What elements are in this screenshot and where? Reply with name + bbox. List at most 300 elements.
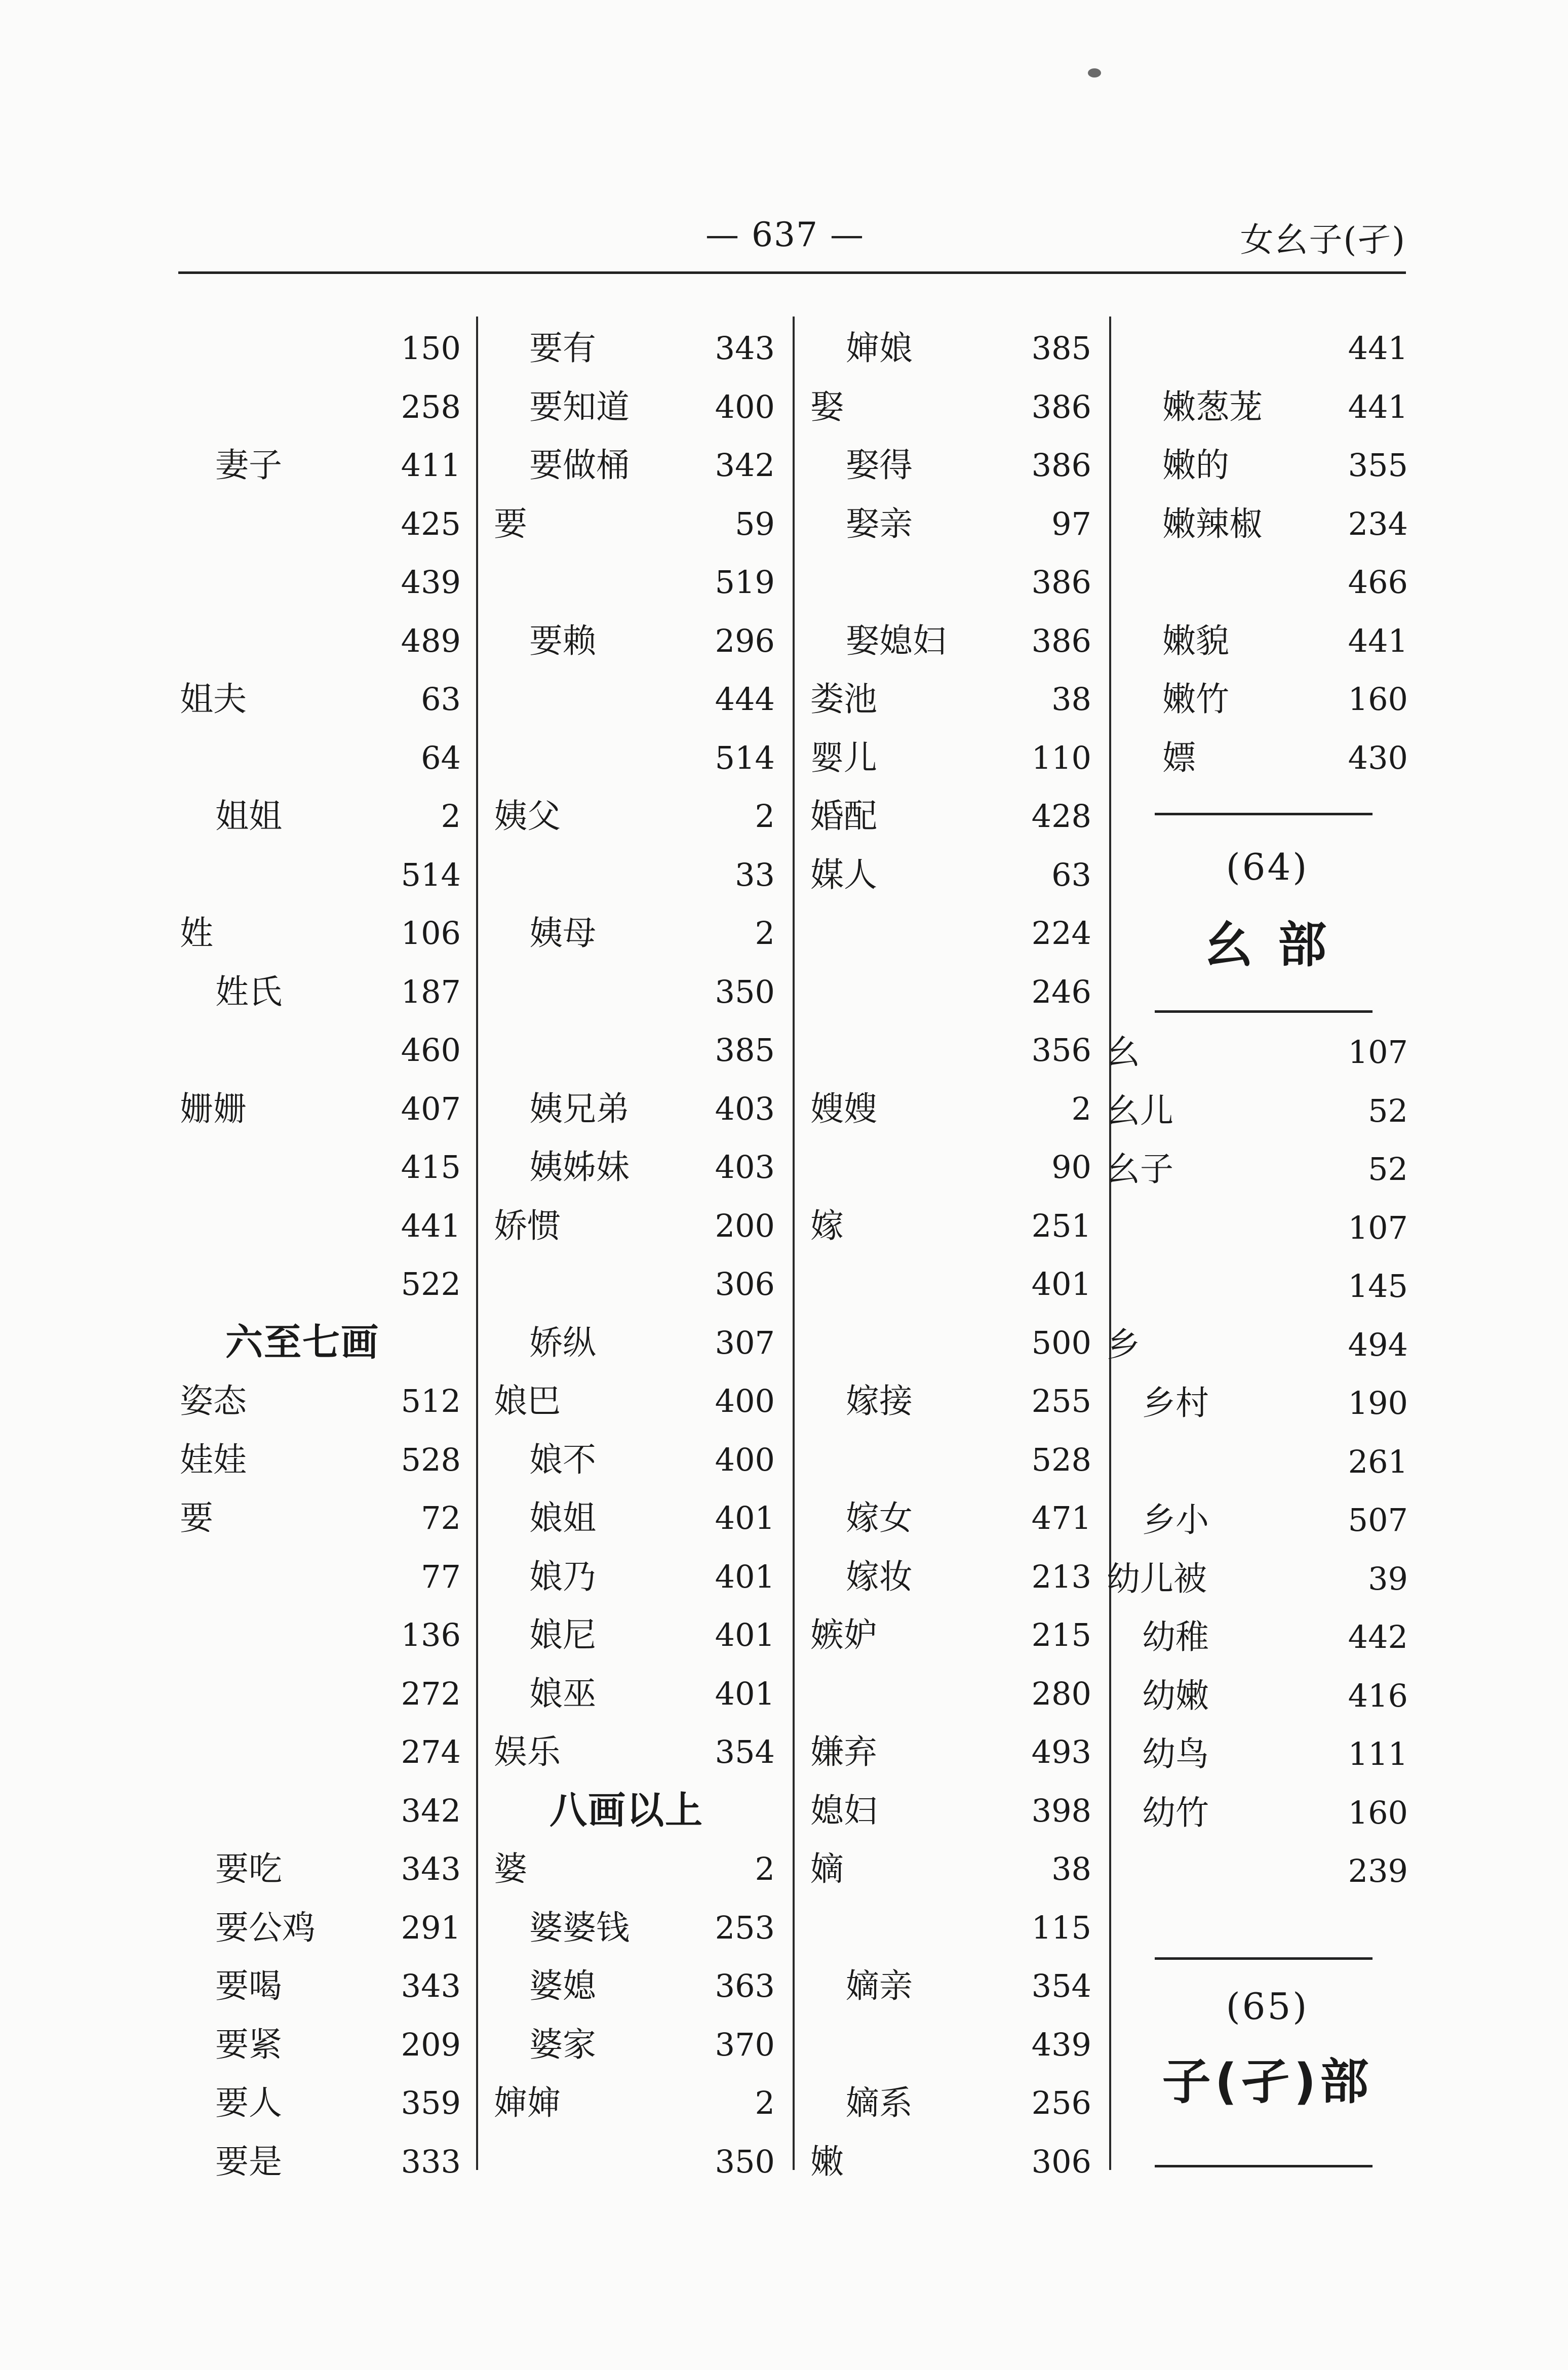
entry-term: 嫂嫂 <box>810 1089 877 1128</box>
index-entry <box>1107 1316 1408 1374</box>
entry-term: 姨姊妹 <box>529 1148 630 1187</box>
index-entry <box>494 2016 775 2074</box>
entry-page-number: 2 <box>1071 1090 1091 1127</box>
entry-page-number: 150 <box>401 330 461 367</box>
index-entry <box>494 963 775 1021</box>
index-entry <box>810 1665 1091 1723</box>
entry-term: 娇惯 <box>494 1206 561 1245</box>
entry-page-number: 411 <box>401 447 461 484</box>
index-entry <box>810 1431 1091 1489</box>
entry-page-number: 519 <box>715 564 775 601</box>
subsection-heading-label: 六至七画 <box>225 1320 379 1364</box>
entry-page-number: 401 <box>715 1499 775 1536</box>
entry-term: 嫩的 <box>1162 446 1229 485</box>
entry-term: 嫩 <box>810 2142 844 2181</box>
entry-term: 婴儿 <box>810 738 877 777</box>
index-entry <box>810 1489 1091 1548</box>
entry-page-number: 280 <box>1031 1675 1091 1712</box>
entry-page-number: 342 <box>401 1792 461 1829</box>
index-entry <box>810 1606 1091 1665</box>
index-entry <box>810 1782 1091 1840</box>
entry-term: 要是 <box>215 2142 282 2181</box>
index-entry <box>180 1840 461 1899</box>
entry-page-number: 403 <box>715 1090 775 1127</box>
entry-page-number: 400 <box>715 1382 775 1419</box>
entry-page-number: 246 <box>1031 973 1091 1010</box>
index-entry <box>1127 378 1408 437</box>
entry-page-number: 190 <box>1348 1385 1408 1421</box>
entry-page-number: 528 <box>1031 1441 1091 1478</box>
index-entry <box>180 1606 461 1665</box>
entry-page-number: 239 <box>1348 1852 1408 1889</box>
running-head: 女幺子(孑) <box>1240 220 1406 259</box>
entry-page-number: 489 <box>401 622 461 659</box>
entry-page-number: 441 <box>1348 622 1408 659</box>
index-entry <box>180 846 461 904</box>
entry-term: 乡 <box>1107 1325 1140 1364</box>
index-entry <box>810 1080 1091 1138</box>
page-number: — 637 — <box>705 215 865 254</box>
index-entry <box>810 1723 1091 1782</box>
index-entry <box>180 904 461 963</box>
entry-page-number: 385 <box>1031 330 1091 367</box>
index-entry <box>1107 1374 1408 1433</box>
entry-term: 嫉妒 <box>810 1615 877 1654</box>
index-entry <box>180 436 461 495</box>
entry-term: 婶娘 <box>846 329 913 368</box>
entry-page-number: 38 <box>1051 681 1091 718</box>
entry-page-number: 77 <box>421 1558 461 1595</box>
entry-term: 娄池 <box>810 680 877 719</box>
index-entry <box>810 2132 1091 2191</box>
entry-term: 姓氏 <box>215 972 282 1011</box>
entry-term: 幺儿 <box>1107 1091 1173 1130</box>
section-rule <box>1155 1957 1373 1960</box>
index-column-3 <box>810 319 1091 2191</box>
index-entry <box>180 1489 461 1548</box>
index-column-1 <box>180 319 461 2191</box>
index-entry <box>1127 495 1408 554</box>
index-entry <box>1107 1257 1408 1316</box>
index-entry <box>1107 1725 1408 1784</box>
entry-page-number: 386 <box>1031 564 1091 601</box>
entry-term: 幺子 <box>1107 1150 1173 1189</box>
entry-page-number: 107 <box>1348 1034 1408 1071</box>
entry-page-number: 442 <box>1348 1618 1408 1655</box>
entry-page-number: 356 <box>1031 1032 1091 1069</box>
entry-term: 乡村 <box>1142 1384 1209 1423</box>
entry-page-number: 258 <box>401 388 461 425</box>
entry-page-number: 354 <box>715 1733 775 1770</box>
entry-page-number: 359 <box>401 2084 461 2121</box>
section-number: (65) <box>1226 1985 1309 2028</box>
entry-page-number: 398 <box>1031 1792 1091 1829</box>
entry-term: 要做桶 <box>529 446 630 485</box>
entry-page-number: 306 <box>715 1266 775 1302</box>
index-entry <box>810 670 1091 729</box>
entry-page-number: 106 <box>401 915 461 952</box>
entry-page-number: 522 <box>401 1266 461 1302</box>
entry-term: 姨母 <box>529 914 596 953</box>
entry-page-number: 528 <box>401 1441 461 1478</box>
entry-term: 幼竹 <box>1142 1793 1209 1832</box>
entry-term: 要知道 <box>529 387 630 426</box>
entry-page-number: 90 <box>1051 1149 1091 1186</box>
entry-term: 婆 <box>494 1849 527 1888</box>
entry-page-number: 493 <box>1031 1733 1091 1770</box>
index-entry <box>494 846 775 904</box>
entry-term: 婶婶 <box>494 2083 561 2122</box>
entry-page-number: 460 <box>401 1032 461 1069</box>
column-divider <box>476 317 478 2170</box>
index-entry <box>1127 436 1408 495</box>
entry-page-number: 333 <box>401 2143 461 2180</box>
entry-page-number: 507 <box>1348 1502 1408 1538</box>
entry-term: 嫡亲 <box>846 1966 913 2005</box>
entry-page-number: 439 <box>1031 2026 1091 2063</box>
index-entry <box>180 1080 461 1138</box>
index-entry <box>494 1197 775 1255</box>
entry-page-number: 400 <box>715 388 775 425</box>
entry-term: 姓 <box>180 914 213 953</box>
index-entry <box>180 378 461 437</box>
entry-term: 乡小 <box>1142 1500 1209 1539</box>
entry-page-number: 416 <box>1348 1677 1408 1714</box>
index-entry <box>1127 553 1408 612</box>
entry-term: 嫖 <box>1162 738 1196 777</box>
entry-page-number: 401 <box>715 1675 775 1712</box>
entry-term: 婆家 <box>529 2025 596 2064</box>
index-entry <box>180 1372 461 1431</box>
entry-page-number: 33 <box>735 856 775 893</box>
index-entry <box>180 1665 461 1723</box>
index-entry <box>1127 319 1408 378</box>
entry-page-number: 72 <box>421 1499 461 1536</box>
entry-page-number: 255 <box>1031 1382 1091 1419</box>
entry-page-number: 415 <box>401 1149 461 1186</box>
entry-term: 要 <box>180 1498 213 1537</box>
entry-term: 婚配 <box>810 797 877 836</box>
entry-term: 嫁妆 <box>846 1557 913 1596</box>
entry-page-number: 251 <box>1031 1207 1091 1244</box>
entry-page-number: 256 <box>1031 2084 1091 2121</box>
entry-term: 幺 <box>1107 1033 1140 1072</box>
entry-page-number: 370 <box>715 2026 775 2063</box>
index-entry <box>810 1548 1091 1606</box>
entry-page-number: 2 <box>755 798 775 835</box>
index-entry <box>810 1138 1091 1197</box>
entry-page-number: 2 <box>755 2084 775 2121</box>
entry-term: 婆婆钱 <box>529 1908 630 1947</box>
entry-page-number: 401 <box>715 1616 775 1653</box>
index-entry <box>494 1899 775 1957</box>
entry-term: 要赖 <box>529 621 596 660</box>
index-entry <box>1107 1608 1408 1667</box>
index-entry <box>494 1314 775 1372</box>
entry-term: 娘巫 <box>529 1674 596 1713</box>
index-entry <box>494 787 775 846</box>
entry-term: 幼嫩 <box>1142 1676 1209 1715</box>
entry-page-number: 2 <box>755 1850 775 1887</box>
index-entry <box>810 319 1091 378</box>
index-entry <box>1107 1491 1408 1550</box>
entry-page-number: 512 <box>401 1382 461 1419</box>
entry-term: 幼鸟 <box>1142 1734 1209 1773</box>
index-entry <box>494 1548 775 1606</box>
entry-term: 要紧 <box>215 2025 282 2064</box>
index-entry <box>180 1723 461 1782</box>
entry-page-number: 215 <box>1031 1616 1091 1653</box>
entry-page-number: 425 <box>401 505 461 542</box>
entry-page-number: 355 <box>1348 447 1408 484</box>
entry-term: 婆媳 <box>529 1966 596 2005</box>
entry-term: 姿态 <box>180 1381 247 1420</box>
index-entry <box>810 729 1091 787</box>
entry-page-number: 444 <box>715 681 775 718</box>
entry-page-number: 306 <box>1031 2143 1091 2180</box>
index-entry <box>180 670 461 729</box>
index-entry <box>1107 1023 1408 1082</box>
index-entry <box>180 1138 461 1197</box>
index-entry <box>180 1957 461 2016</box>
index-entry <box>180 1548 461 1606</box>
entry-term: 姨父 <box>494 797 561 836</box>
entry-term: 娘乃 <box>529 1557 596 1596</box>
entry-page-number: 494 <box>1348 1326 1408 1363</box>
index-entry <box>810 1840 1091 1899</box>
entry-term: 媒人 <box>810 855 877 894</box>
entry-term: 姐夫 <box>180 680 247 719</box>
entry-page-number: 145 <box>1348 1268 1408 1305</box>
index-entry <box>1127 670 1408 729</box>
index-entry <box>1107 1433 1408 1491</box>
entry-page-number: 514 <box>715 739 775 776</box>
index-entry <box>494 1021 775 1080</box>
entry-page-number: 407 <box>401 1090 461 1127</box>
entry-page-number: 291 <box>401 1909 461 1946</box>
index-entry <box>810 2016 1091 2074</box>
entry-page-number: 136 <box>401 1616 461 1653</box>
entry-page-number: 342 <box>715 447 775 484</box>
entry-term: 娘巴 <box>494 1381 561 1420</box>
index-entry <box>810 612 1091 670</box>
index-entry <box>180 1899 461 1957</box>
section-rule <box>1155 1010 1373 1013</box>
entry-term: 媳妇 <box>810 1791 877 1830</box>
entry-term: 娶亲 <box>846 504 913 543</box>
entry-term: 娘尼 <box>529 1615 596 1654</box>
entry-page-number: 52 <box>1368 1092 1408 1129</box>
index-entry <box>180 612 461 670</box>
entry-page-number: 307 <box>715 1324 775 1361</box>
entry-page-number: 350 <box>715 2143 775 2180</box>
index-entry <box>494 1723 775 1782</box>
index-entry <box>180 2132 461 2191</box>
entry-page-number: 110 <box>1031 739 1091 776</box>
index-entry <box>1107 1842 1408 1901</box>
index-entry <box>810 846 1091 904</box>
index-entry <box>494 1372 775 1431</box>
section-title: 子(孑)部 <box>1162 2053 1373 2110</box>
index-entry <box>494 1840 775 1899</box>
subsection-heading-label: 八画以上 <box>550 1788 703 1832</box>
entry-term: 要公鸡 <box>215 1908 316 1947</box>
index-entry <box>1127 612 1408 670</box>
entry-term: 嫁接 <box>846 1381 913 1420</box>
index-entry <box>494 1606 775 1665</box>
entry-page-number: 354 <box>1031 1967 1091 2004</box>
index-entry <box>180 1782 461 1840</box>
entry-term: 嫩貌 <box>1162 621 1229 660</box>
index-entry <box>494 553 775 612</box>
index-entry <box>810 2074 1091 2132</box>
entry-page-number: 160 <box>1348 681 1408 718</box>
entry-term: 要人 <box>215 2083 282 2122</box>
subsection-heading <box>494 1782 775 1840</box>
entry-page-number: 441 <box>1348 330 1408 367</box>
index-entry <box>494 1489 775 1548</box>
entry-page-number: 401 <box>715 1558 775 1595</box>
index-entry <box>180 1255 461 1314</box>
section-title: 幺 部 <box>1204 917 1331 973</box>
entry-term: 要有 <box>529 329 596 368</box>
entry-page-number: 63 <box>1051 856 1091 893</box>
entry-page-number: 111 <box>1348 1735 1408 1772</box>
index-entry <box>810 963 1091 1021</box>
entry-term: 嫁女 <box>846 1498 913 1537</box>
index-entry <box>494 612 775 670</box>
index-entry <box>810 787 1091 846</box>
index-entry <box>494 1665 775 1723</box>
entry-page-number: 38 <box>1051 1850 1091 1887</box>
entry-page-number: 63 <box>421 681 461 718</box>
subsection-heading <box>180 1314 461 1372</box>
index-entry <box>1107 1082 1408 1140</box>
entry-page-number: 187 <box>401 973 461 1010</box>
entry-page-number: 466 <box>1348 564 1408 601</box>
entry-term: 嫩葱茏 <box>1162 387 1263 426</box>
entry-page-number: 441 <box>401 1207 461 1244</box>
entry-page-number: 160 <box>1348 1794 1408 1831</box>
entry-page-number: 363 <box>715 1967 775 2004</box>
index-entry <box>810 553 1091 612</box>
entry-page-number: 200 <box>715 1207 775 1244</box>
index-entry <box>180 2074 461 2132</box>
entry-page-number: 441 <box>1348 388 1408 425</box>
index-entry <box>810 1021 1091 1080</box>
index-entry <box>494 2074 775 2132</box>
entry-term: 嫌弃 <box>810 1732 877 1771</box>
index-entry <box>180 963 461 1021</box>
entry-term: 娘姐 <box>529 1498 596 1537</box>
entry-term: 嫩竹 <box>1162 680 1229 719</box>
entry-page-number: 343 <box>401 1850 461 1887</box>
entry-term: 嫡系 <box>846 2083 913 2122</box>
entry-page-number: 97 <box>1051 505 1091 542</box>
index-entry <box>494 2132 775 2191</box>
section-rule <box>1155 2165 1373 2167</box>
column-divider <box>793 317 795 2170</box>
entry-page-number: 439 <box>401 564 461 601</box>
entry-term: 姐姐 <box>215 797 282 836</box>
entry-page-number: 2 <box>755 915 775 952</box>
entry-term: 娶得 <box>846 446 913 485</box>
entry-page-number: 296 <box>715 622 775 659</box>
index-entry <box>494 904 775 963</box>
index-column-2 <box>494 319 775 2191</box>
entry-page-number: 428 <box>1031 798 1091 835</box>
entry-term: 娶媳妇 <box>846 621 946 660</box>
index-entry <box>494 670 775 729</box>
index-entry <box>810 1314 1091 1372</box>
entry-page-number: 401 <box>1031 1266 1091 1302</box>
entry-term: 要吃 <box>215 1849 282 1888</box>
index-entry <box>810 1957 1091 2016</box>
index-entry <box>1127 729 1408 787</box>
index-entry <box>810 904 1091 963</box>
index-entry <box>180 729 461 787</box>
entry-page-number: 500 <box>1031 1324 1091 1361</box>
index-entry <box>494 1431 775 1489</box>
entry-page-number: 471 <box>1031 1499 1091 1536</box>
entry-term: 妻子 <box>215 446 282 485</box>
entry-page-number: 400 <box>715 1441 775 1478</box>
index-entry <box>180 319 461 378</box>
index-entry <box>810 1255 1091 1314</box>
column-4-entries-b <box>1107 1023 1408 1901</box>
index-entry <box>810 436 1091 495</box>
index-entry <box>180 1431 461 1489</box>
entry-page-number: 403 <box>715 1149 775 1186</box>
entry-page-number: 59 <box>735 505 775 542</box>
entry-term: 要 <box>494 504 527 543</box>
entry-page-number: 224 <box>1031 915 1091 952</box>
entry-page-number: 272 <box>401 1675 461 1712</box>
index-entry <box>180 495 461 554</box>
index-entry <box>1107 1199 1408 1257</box>
entry-page-number: 350 <box>715 973 775 1010</box>
index-entry <box>1107 1667 1408 1725</box>
entry-page-number: 234 <box>1348 505 1408 542</box>
index-entry <box>1107 1784 1408 1842</box>
index-entry <box>180 1197 461 1255</box>
entry-page-number: 343 <box>401 1967 461 2004</box>
column-4-entries-a <box>1127 319 1408 787</box>
entry-term: 幼儿被 <box>1107 1559 1207 1598</box>
index-entry <box>810 1197 1091 1255</box>
index-entry <box>494 319 775 378</box>
index-entry <box>494 495 775 554</box>
entry-page-number: 514 <box>401 856 461 893</box>
entry-page-number: 386 <box>1031 622 1091 659</box>
index-entry <box>494 1080 775 1138</box>
entry-page-number: 39 <box>1368 1560 1408 1597</box>
entry-page-number: 253 <box>715 1909 775 1946</box>
index-entry <box>180 553 461 612</box>
entry-term: 姨兄弟 <box>529 1089 630 1128</box>
entry-page-number: 115 <box>1031 1909 1091 1946</box>
entry-page-number: 430 <box>1348 739 1408 776</box>
index-entry <box>494 1255 775 1314</box>
entry-page-number: 386 <box>1031 447 1091 484</box>
index-entry <box>810 1899 1091 1957</box>
index-entry <box>810 1372 1091 1431</box>
entry-term: 姗姗 <box>180 1089 247 1128</box>
entry-page-number: 386 <box>1031 388 1091 425</box>
entry-term: 嫩辣椒 <box>1162 504 1263 543</box>
index-entry <box>1107 1550 1408 1608</box>
entry-page-number: 209 <box>401 2026 461 2063</box>
